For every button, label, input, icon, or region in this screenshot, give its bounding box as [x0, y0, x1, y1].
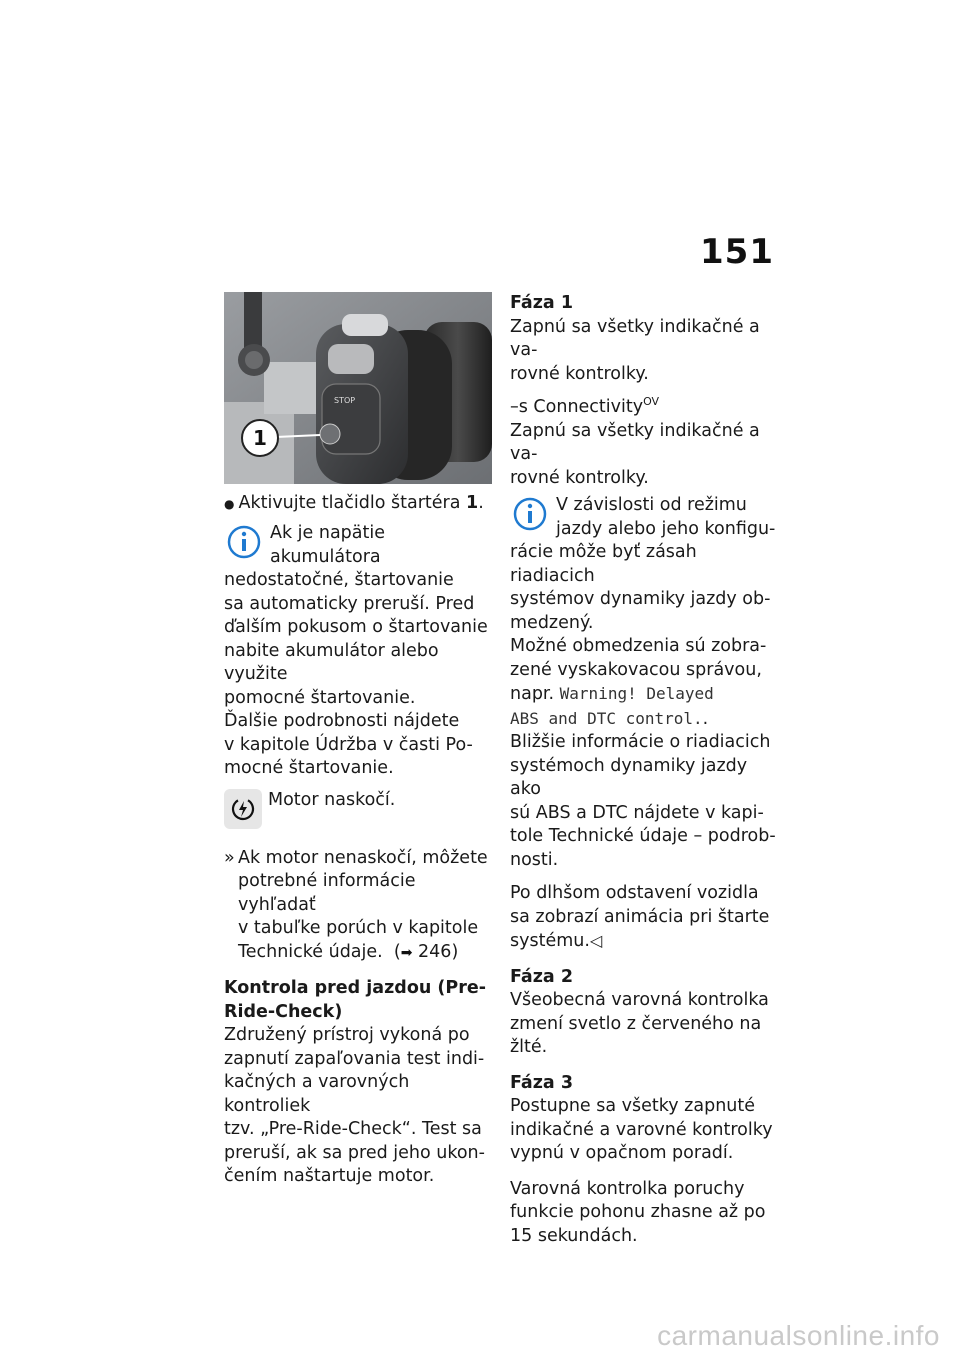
- animation-paragraph: [510, 882, 778, 954]
- reference-arrow-icon: ➡: [400, 944, 413, 961]
- bullet-dot: ●: [224, 497, 235, 511]
- connectivity-sup: OV: [643, 395, 660, 409]
- note1-line-5: pomocné štartovanie.: [224, 687, 416, 708]
- anim-line-1: sa zobrazí animácia pri štarte: [510, 906, 770, 927]
- note1-line-6: Ďalšie podrobnosti nájdete: [224, 711, 460, 731]
- warning-message-code-2: ABS and DTC control.: [510, 708, 703, 728]
- final-paragraph: [510, 1178, 778, 1249]
- page-reference-link[interactable]: [388, 942, 458, 962]
- ref-open: (: [393, 941, 401, 962]
- bullet-end: .: [478, 493, 484, 513]
- final-line-2: 15 sekundách.: [510, 1225, 638, 1246]
- note2-more-3: tole Technické údaje – podrob-: [510, 826, 776, 846]
- result-row: [224, 789, 492, 829]
- action-line-3: Technické údaje.: [238, 941, 383, 962]
- warning-message-code-1: Warning! Delayed: [559, 684, 714, 703]
- photo-callout: 1: [253, 426, 267, 450]
- anim-line-2: systému.: [510, 931, 590, 951]
- ref-close: ): [451, 941, 459, 962]
- note1-line-0: Ak je napätie akumulátora: [270, 523, 385, 567]
- conn-line-1: rovné kontrolky.: [510, 467, 649, 488]
- phase1-line-1: rovné kontrolky.: [510, 363, 649, 384]
- note2-line-5: Možné obmedzenia sú zobra-: [510, 636, 767, 656]
- note2-line-3: systémov dynamiky jazdy ob-: [510, 589, 771, 609]
- phase3-line-2: vypnú v opačnom poradí.: [510, 1143, 734, 1163]
- note1-line-2: sa automaticky preruší. Pred: [224, 593, 475, 614]
- body-line-3: tzv. „Pre-Ride-Check“. Test sa: [224, 1119, 482, 1139]
- heading-line-1: Ride-Check): [224, 1001, 343, 1022]
- note1-line-4: nabite akumulátor alebo využite: [224, 640, 439, 684]
- conn-line-0: Zapnú sa všetky indikačné a va-: [510, 420, 760, 464]
- page-number: 151: [700, 232, 774, 272]
- info-note-control-systems: [510, 494, 778, 872]
- engine-start-icon: [224, 789, 262, 829]
- note2-line-4: medzený.: [510, 612, 594, 633]
- body-line-1: zapnutí zapaľovania test indi-: [224, 1048, 485, 1069]
- section-heading: [224, 977, 492, 1024]
- anim-line-0: Po dlhšom odstavení vozidla: [510, 883, 759, 903]
- action-line-1: potrebné informácie vyhľadať: [238, 871, 416, 915]
- info-icon: [224, 522, 264, 566]
- phase3-title: Fáza 3: [510, 1072, 574, 1093]
- info-icon: [510, 494, 550, 538]
- phase1-title: Fáza 1: [510, 293, 574, 313]
- phase3-line-1: indikačné a varovné kontrolky: [510, 1119, 773, 1140]
- note2-code-end: .: [702, 708, 709, 729]
- note2-more-4: nosti.: [510, 849, 559, 870]
- phase3-line-0: Postupne sa všetky zapnuté: [510, 1096, 755, 1116]
- note2-line-2: rácie môže byť zásah riadiacich: [510, 542, 697, 586]
- action-line-0: Ak motor nenaskočí, môžete: [238, 847, 488, 868]
- note2-napr: napr.: [510, 684, 555, 704]
- action-line-2: v tabuľke porúch v kapitole: [238, 918, 479, 938]
- bullet-text: Aktivujte tlačidlo štartéra: [238, 493, 461, 513]
- phase1-line-0: Zapnú sa všetky indikačné a va-: [510, 316, 760, 360]
- body-line-2: kačných a varovných kontroliek: [224, 1072, 410, 1116]
- phase2-line-2: žlté.: [510, 1037, 548, 1057]
- phase2-line-1: zmení svetlo z červeného na: [510, 1013, 762, 1034]
- handlebar-switch-photo: [224, 292, 492, 484]
- reference-page: 246: [418, 941, 452, 962]
- info-note-battery: [224, 522, 492, 781]
- note1-line-8: mocné štartovanie.: [224, 758, 394, 778]
- note2-more-0: Bližšie informácie o riadiacich: [510, 732, 771, 752]
- note1-line-1: nedostatočné, štartovanie: [224, 570, 454, 590]
- bullet-ref: 1: [466, 493, 479, 513]
- connectivity-label: [510, 396, 778, 420]
- result-text: Motor naskočí.: [268, 789, 396, 810]
- action-instruction: [224, 847, 492, 966]
- right-column: [510, 292, 778, 1248]
- bullet-instruction: [224, 492, 492, 516]
- body-line-0: Združený prístroj vykoná po: [224, 1025, 470, 1045]
- note2-line-0: V závislosti od režimu: [556, 495, 747, 515]
- final-line-1: funkcie pohonu zhasne až po: [510, 1202, 766, 1222]
- note2-more-2: sú ABS a DTC nájdete v kapi-: [510, 802, 764, 823]
- note2-more-1: systémoch dynamiky jazdy ako: [510, 755, 748, 799]
- final-line-0: Varovná kontrolka poruchy: [510, 1178, 745, 1199]
- end-marker-icon: ◁: [589, 931, 603, 950]
- svg-text:STOP: STOP: [334, 396, 356, 405]
- action-mark: »: [224, 847, 235, 868]
- section-body: [224, 1024, 492, 1189]
- watermark: carmanualsonline.info: [657, 1320, 940, 1351]
- note1-line-3: ďalším pokusom o štartovanie: [224, 617, 488, 637]
- note2-line-1: jazdy alebo jeho konfigu-: [556, 518, 776, 539]
- body-line-5: čením naštartuje motor.: [224, 1166, 435, 1186]
- phase2-title: Fáza 2: [510, 966, 574, 987]
- connectivity-text: –s Connectivity: [510, 397, 644, 417]
- phase2-line-0: Všeobecná varovná kontrolka: [510, 990, 769, 1010]
- note2-line-6: zené vyskakovacou správou,: [510, 659, 762, 680]
- heading-line-0: Kontrola pred jazdou (Pre-: [224, 978, 486, 998]
- note1-line-7: v kapitole Údržba v časti Po-: [224, 734, 473, 755]
- left-column: [224, 292, 492, 1189]
- body-line-4: preruší, ak sa pred jeho ukon-: [224, 1142, 485, 1163]
